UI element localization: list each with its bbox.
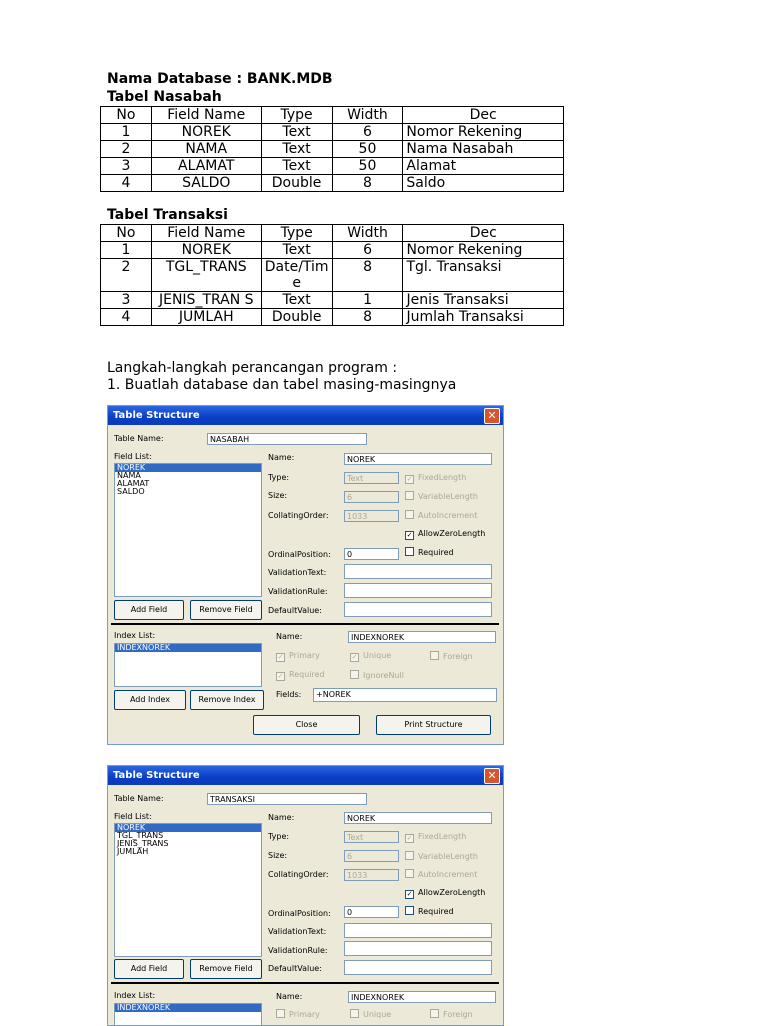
header-cell: Type [261,107,332,124]
checkbox-label: FixedLength [418,832,467,841]
size-input: 6 [344,850,399,862]
checkbox-box [430,1009,439,1018]
checkbox-box [430,651,439,660]
cell: Double [261,309,332,326]
print-structure-button[interactable]: Print Structure [376,715,491,735]
required-checkbox[interactable] [405,547,454,558]
index-fields-label: Fields: [276,690,302,699]
ignore-null-checkbox [350,670,404,681]
nasabah-table [100,106,564,192]
list-item[interactable]: JENIS_TRANS [117,839,169,848]
validation-rule-input[interactable] [344,941,492,956]
validation-text-input[interactable] [344,564,492,579]
check-icon: ✓ [406,834,413,842]
fixed-length-checkbox [405,473,466,484]
check-icon: ✓ [406,531,413,539]
cell: 4 [101,175,152,192]
collating-order-label: CollatingOrder: [268,511,329,520]
close-button[interactable]: Close [253,715,360,735]
header-cell: Field Name [151,225,261,242]
add-field-button[interactable]: Add Field [114,959,184,979]
cell: 2 [101,259,152,292]
validation-rule-label: ValidationRule: [268,587,328,596]
cell: 8 [332,309,403,326]
type-label: Type: [268,473,290,482]
checkbox-label: Required [418,907,454,916]
dialog-titlebar[interactable] [108,406,503,425]
checkbox-box [405,906,414,915]
name-input[interactable]: NOREK [344,812,492,824]
checkbox-label: AutoIncrement [418,870,478,879]
index-required-checkbox [276,670,325,681]
validation-text-input[interactable] [344,923,492,938]
checkbox-label: IgnoreNull [363,671,404,680]
unique-checkbox [350,1009,391,1020]
index-fields-input[interactable]: +NOREK [313,688,497,702]
checkbox-label: AllowZeroLength [418,888,486,897]
checkbox-box [350,670,359,679]
list-item[interactable]: JUMLAH [117,847,149,856]
default-value-input[interactable] [344,960,492,975]
table-name-label: Table Name: [114,794,164,803]
cell: 1 [101,242,152,259]
table-row [101,292,564,309]
cell: JUMLAH [151,309,261,326]
transaksi-title: Tabel Transaksi [107,207,228,223]
table-structure-dialog-nasabah [107,405,504,745]
default-value-label: DefaultValue: [268,606,322,615]
header-cell: No [101,107,152,124]
dialog-title: Table Structure [113,770,200,781]
cell: NOREK [151,242,261,259]
cell: SALDO [151,175,261,192]
cell: NAMA [151,141,261,158]
index-list-label: Index List: [114,631,156,640]
allow-zero-length-checkbox[interactable] [405,888,485,899]
ordinal-position-input[interactable]: 0 [344,906,399,918]
table-row [101,259,564,292]
cell: Date/Tim e [261,259,332,292]
table-row [101,124,564,141]
table-header-row [101,107,564,124]
field-list-label: Field List: [114,452,152,461]
step-1: 1. Buatlah database dan tabel masing-masingnya [107,377,457,393]
table-name-input[interactable]: NASABAH [207,433,367,445]
ordinal-position-input[interactable]: 0 [344,548,399,560]
table-row [101,242,564,259]
check-icon: ✓ [406,890,413,898]
auto-increment-checkbox [405,869,477,880]
cell: Nomor Rekening [403,242,564,259]
cell: 1 [332,292,403,309]
database-heading: Nama Database : BANK.MDB [107,71,333,87]
cell: Text [261,124,332,141]
field-list[interactable] [114,463,262,597]
table-header-row [101,225,564,242]
checkbox-box [405,510,414,519]
dialog-titlebar[interactable] [108,766,503,785]
check-icon: ✓ [406,475,413,483]
allow-zero-length-checkbox[interactable] [405,529,485,540]
validation-rule-input[interactable] [344,583,492,598]
remove-field-button[interactable]: Remove Field [190,600,262,620]
size-label: Size: [268,851,288,860]
type-input: Text [344,472,399,484]
cell: Alamat [403,158,564,175]
validation-text-label: ValidationText: [268,568,327,577]
index-name-input[interactable]: INDEXNOREK [348,991,496,1003]
index-name-label: Name: [276,632,303,641]
header-cell: Dec [403,225,564,242]
cell: ALAMAT [151,158,261,175]
variable-length-checkbox [405,851,478,862]
cell: NOREK [151,124,261,141]
divider [111,623,499,625]
cell: 6 [332,242,403,259]
type-input: Text [344,831,399,843]
checkbox-label: Unique [363,1010,392,1019]
checkbox-label: VariableLength [418,492,478,501]
table-name-input[interactable]: TRANSAKSI [207,793,367,805]
primary-checkbox [276,651,320,662]
add-field-button[interactable]: Add Field [114,600,184,620]
checkbox-box [405,851,414,860]
name-label: Name: [268,453,295,462]
auto-increment-checkbox [405,510,477,521]
foreign-checkbox [430,651,473,662]
index-name-input[interactable]: INDEXNOREK [348,631,496,643]
variable-length-checkbox [405,491,478,502]
checkbox-label: Primary [289,651,320,660]
checkbox-label: Foreign [443,1010,473,1019]
list-item[interactable]: SALDO [117,487,145,496]
checkbox-label: Foreign [443,652,473,661]
validation-rule-label: ValidationRule: [268,946,328,955]
ordinal-position-label: OrdinalPosition: [268,550,331,559]
transaksi-table [100,224,564,326]
cell: TGL_TRANS [151,259,261,292]
collating-order-label: CollatingOrder: [268,870,329,879]
list-item[interactable]: NAMA [117,471,141,480]
steps-heading: Langkah-langkah perancangan program : [107,360,398,376]
cell: 1 [101,124,152,141]
list-item[interactable]: TGL_TRANS [117,831,164,840]
type-label: Type: [268,832,290,841]
cell: Saldo [403,175,564,192]
cell: 50 [332,141,403,158]
cell: 8 [332,259,403,292]
cell: Double [261,175,332,192]
cell: JENIS_TRAN S [151,292,261,309]
checkbox-box [405,547,414,556]
remove-field-button[interactable]: Remove Field [190,959,262,979]
cell: 3 [101,158,152,175]
cell: 8 [332,175,403,192]
remove-index-button[interactable]: Remove Index [190,690,264,710]
header-cell: Width [332,107,403,124]
list-item[interactable]: ALAMAT [117,479,150,488]
checkbox-label: Unique [363,651,392,660]
list-item[interactable]: NOREK [115,464,261,472]
list-item[interactable]: INDEXNOREK [115,644,261,652]
collating-order-input: 1033 [344,510,399,522]
cell: 6 [332,124,403,141]
cell: 50 [332,158,403,175]
checkbox-label: Required [289,670,325,679]
header-cell: Type [261,225,332,242]
index-list-label: Index List: [114,991,156,1000]
checkbox-label: AllowZeroLength [418,529,486,538]
index-name-label: Name: [276,992,303,1001]
index-list[interactable] [114,643,262,687]
field-list[interactable] [114,823,262,957]
fixed-length-checkbox [405,832,466,843]
header-cell: No [101,225,152,242]
primary-checkbox [276,1009,320,1020]
index-list[interactable] [114,1003,262,1026]
table-structure-dialog-transaksi [107,765,504,1026]
table-row [101,309,564,326]
header-cell: Width [332,225,403,242]
checkbox-box [350,1009,359,1018]
cell: Tgl. Transaksi [403,259,564,292]
ordinal-position-label: OrdinalPosition: [268,909,331,918]
cell: 2 [101,141,152,158]
cell: Nama Nasabah [403,141,564,158]
close-icon[interactable]: ✕ [484,768,500,784]
table-row [101,158,564,175]
header-cell: Field Name [151,107,261,124]
check-icon: ✓ [351,653,358,661]
cell: 4 [101,309,152,326]
default-value-input[interactable] [344,602,492,617]
size-label: Size: [268,491,288,500]
add-index-button[interactable]: Add Index [114,690,186,710]
checkbox-box [405,869,414,878]
table-name-label: Table Name: [114,434,164,443]
collating-order-input: 1033 [344,869,399,881]
foreign-checkbox [430,1009,473,1020]
cell: Jumlah Transaksi [403,309,564,326]
cell: Text [261,292,332,309]
table-row [101,141,564,158]
cell: Text [261,158,332,175]
list-item[interactable]: NOREK [115,824,261,832]
list-item[interactable]: INDEXNOREK [115,1004,261,1012]
cell: Nomor Rekening [403,124,564,141]
cell: 3 [101,292,152,309]
cell: Jenis Transaksi [403,292,564,309]
checkbox-label: Primary [289,1010,320,1019]
nasabah-title: Tabel Nasabah [107,89,222,105]
name-label: Name: [268,813,295,822]
cell: Text [261,141,332,158]
required-checkbox[interactable] [405,906,454,917]
cell: Text [261,242,332,259]
field-list-label: Field List: [114,812,152,821]
divider [111,982,499,984]
checkbox-label: VariableLength [418,852,478,861]
name-input[interactable]: NOREK [344,453,492,465]
checkbox-box [405,491,414,500]
checkbox-box [276,1009,285,1018]
header-cell: Dec [403,107,564,124]
checkbox-label: Required [418,548,454,557]
size-input: 6 [344,491,399,503]
check-icon: ✓ [277,672,284,680]
validation-text-label: ValidationText: [268,927,327,936]
close-icon[interactable]: ✕ [484,408,500,424]
unique-checkbox [350,651,391,662]
check-icon: ✓ [277,653,284,661]
default-value-label: DefaultValue: [268,964,322,973]
dialog-title: Table Structure [113,410,200,421]
checkbox-label: AutoIncrement [418,511,478,520]
checkbox-label: FixedLength [418,473,467,482]
table-row [101,175,564,192]
